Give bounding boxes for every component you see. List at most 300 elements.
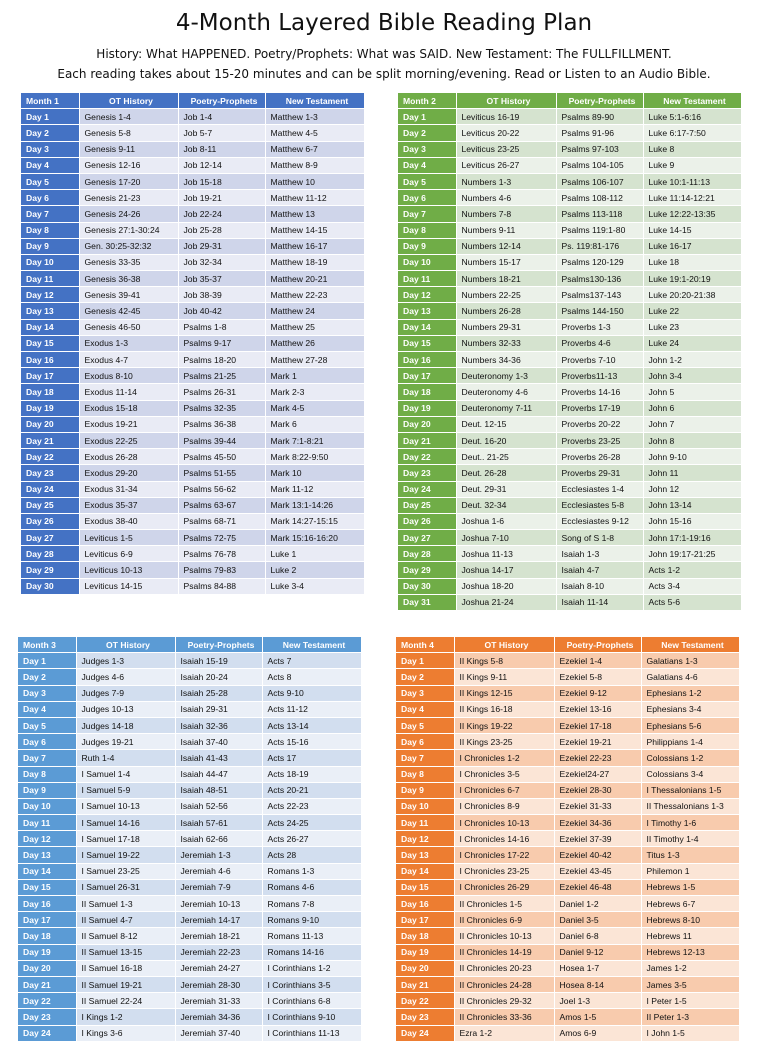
ot-history-cell: Deuteronomy 7-11 — [456, 400, 556, 416]
month-2-table — [398, 93, 742, 611]
table-row — [398, 141, 741, 157]
poetry-prophets-cell: Jeremiah 1-3 — [175, 847, 262, 863]
poetry-prophets-cell: Isaiah 32-36 — [175, 717, 262, 733]
new-testament-cell: Acts 15-16 — [262, 734, 361, 750]
table-row — [398, 546, 741, 562]
ot-history-cell: Ezra 1-2 — [454, 1025, 554, 1041]
day-cell: Day 2 — [18, 669, 76, 685]
day-cell: Day 15 — [21, 335, 79, 351]
table-row — [396, 701, 739, 717]
table-row — [398, 497, 741, 513]
ot-history-cell: Deut. 26-28 — [456, 465, 556, 481]
table-row — [396, 653, 739, 669]
day-cell: Day 2 — [396, 669, 454, 685]
table-row — [21, 530, 364, 546]
day-cell: Day 25 — [398, 497, 456, 513]
new-testament-header: New Testament — [265, 93, 364, 109]
day-cell: Day 3 — [398, 141, 456, 157]
poetry-prophets-cell: Song of S 1-8 — [556, 530, 643, 546]
day-cell: Day 15 — [18, 879, 76, 895]
poetry-prophets-cell: Isaiah 57-61 — [175, 815, 262, 831]
ot-history-cell: Numbers 9-11 — [456, 222, 556, 238]
day-cell: Day 17 — [396, 912, 454, 928]
poetry-prophets-cell: Psalms 51-55 — [178, 465, 265, 481]
new-testament-cell: Hebrews 8-10 — [641, 912, 739, 928]
table-row — [18, 815, 361, 831]
ot-history-cell: Genesis 27:1-30:24 — [79, 222, 178, 238]
table-row — [21, 125, 364, 141]
page-title: 4-Month Layered Bible Reading Plan — [175, 10, 593, 36]
poetry-prophets-cell: Jeremiah 18-21 — [175, 928, 262, 944]
poetry-prophets-cell: Psalms130-136 — [556, 271, 643, 287]
poetry-prophets-cell: Isaiah 52-56 — [175, 798, 262, 814]
ot-history-cell: Numbers 26-28 — [456, 303, 556, 319]
new-testament-cell: Luke 11:14-12:21 — [643, 190, 741, 206]
poetry-prophets-cell: Proverbs 26-28 — [556, 449, 643, 465]
new-testament-cell: John 11 — [643, 465, 741, 481]
ot-history-cell: Deuteronomy 4-6 — [456, 384, 556, 400]
day-cell: Day 16 — [18, 896, 76, 912]
day-cell: Day 20 — [21, 416, 79, 432]
day-cell: Day 15 — [398, 335, 456, 351]
poetry-prophets-cell: Psalms 32-35 — [178, 400, 265, 416]
table-row — [398, 303, 741, 319]
new-testament-cell: Philippians 1-4 — [641, 734, 739, 750]
table-row — [21, 319, 364, 335]
poetry-prophets-cell: Psalms 18-20 — [178, 352, 265, 368]
new-testament-cell: Hebrews 1-5 — [641, 879, 739, 895]
table-row — [398, 562, 741, 578]
day-cell: Day 13 — [398, 303, 456, 319]
ot-history-cell: I Kings 1-2 — [76, 1009, 175, 1025]
poetry-prophets-cell: Psalms 144-150 — [556, 303, 643, 319]
poetry-prophets-cell: Isaiah 1-3 — [556, 546, 643, 562]
table-row — [396, 1009, 739, 1025]
day-cell: Day 7 — [396, 750, 454, 766]
poetry-prophets-cell: Psalms 113-118 — [556, 206, 643, 222]
new-testament-cell: Matthew 1-3 — [265, 109, 364, 125]
day-cell: Day 19 — [398, 400, 456, 416]
ot-history-cell: Numbers 15-17 — [456, 254, 556, 270]
table-row — [21, 287, 364, 303]
new-testament-cell: Matthew 8-9 — [265, 157, 364, 173]
table-row — [18, 782, 361, 798]
day-cell: Day 5 — [21, 173, 79, 189]
day-cell: Day 16 — [396, 896, 454, 912]
new-testament-cell: Romans 11-13 — [262, 928, 361, 944]
poetry-prophets-cell: Ecclesiastes 9-12 — [556, 513, 643, 529]
poetry-prophets-cell: Psalms 21-25 — [178, 368, 265, 384]
ot-history-cell: Genesis 5-8 — [79, 125, 178, 141]
day-cell: Day 1 — [396, 653, 454, 669]
day-cell: Day 24 — [18, 1025, 76, 1041]
new-testament-cell: Acts 22-23 — [262, 798, 361, 814]
poetry-prophets-cell: Job 35-37 — [178, 271, 265, 287]
ot-history-cell: Judges 19-21 — [76, 734, 175, 750]
ot-history-cell: Exodus 35-37 — [79, 497, 178, 513]
table-row — [398, 238, 741, 254]
day-cell: Day 13 — [18, 847, 76, 863]
poetry-prophets-cell: Proverbs 29-31 — [556, 465, 643, 481]
poetry-prophets-cell: Isaiah 48-51 — [175, 782, 262, 798]
ot-history-cell: Judges 7-9 — [76, 685, 175, 701]
poetry-prophets-cell: Psalms 119:1-80 — [556, 222, 643, 238]
new-testament-cell: Acts 3-4 — [643, 578, 741, 594]
ot-history-cell: Leviticus 10-13 — [79, 562, 178, 578]
new-testament-cell: Matthew 25 — [265, 319, 364, 335]
day-cell: Day 23 — [18, 1009, 76, 1025]
ot-history-header: OT History — [454, 637, 554, 653]
table-row — [396, 782, 739, 798]
ot-history-cell: Joshua 14-17 — [456, 562, 556, 578]
poetry-prophets-cell: Psalms 108-112 — [556, 190, 643, 206]
new-testament-cell: Matthew 14-15 — [265, 222, 364, 238]
day-cell: Day 28 — [21, 546, 79, 562]
poetry-prophets-cell: Ezekiel 17-18 — [554, 717, 641, 733]
day-cell: Day 2 — [21, 125, 79, 141]
poetry-prophets-cell: Ezekiel 13-16 — [554, 701, 641, 717]
new-testament-cell: Matthew 10 — [265, 173, 364, 189]
poetry-prophets-cell: Psalms 104-105 — [556, 157, 643, 173]
day-cell: Day 24 — [21, 481, 79, 497]
day-cell: Day 17 — [398, 368, 456, 384]
month-3-table — [18, 637, 362, 1042]
table-row — [396, 766, 739, 782]
poetry-prophets-cell: Job 5-7 — [178, 125, 265, 141]
new-testament-cell: Ephesians 1-2 — [641, 685, 739, 701]
ot-history-cell: II Samuel 8-12 — [76, 928, 175, 944]
new-testament-cell: Philemon 1 — [641, 863, 739, 879]
ot-history-cell: II Kings 23-25 — [454, 734, 554, 750]
poetry-prophets-cell: Proverbs11-13 — [556, 368, 643, 384]
table-row — [18, 863, 361, 879]
day-cell: Day 1 — [398, 109, 456, 125]
day-cell: Day 13 — [21, 303, 79, 319]
day-cell: Day 4 — [398, 157, 456, 173]
ot-history-cell: I Chronicles 26-29 — [454, 879, 554, 895]
new-testament-cell: Acts 20-21 — [262, 782, 361, 798]
table-row — [21, 497, 364, 513]
ot-history-cell: Deut. 29-31 — [456, 481, 556, 497]
new-testament-cell: Hebrews 11 — [641, 928, 739, 944]
poetry-prophets-cell: Jeremiah 10-13 — [175, 896, 262, 912]
table-row — [396, 928, 739, 944]
new-testament-cell: Matthew 27-28 — [265, 352, 364, 368]
new-testament-cell: Luke 20:20-21:38 — [643, 287, 741, 303]
day-cell: Day 26 — [398, 513, 456, 529]
ot-history-cell: Joshua 11-13 — [456, 546, 556, 562]
poetry-prophets-cell: Jeremiah 31-33 — [175, 993, 262, 1009]
poetry-prophets-cell: Job 22-24 — [178, 206, 265, 222]
month-header: Month 2 — [398, 93, 456, 109]
month-4-table — [396, 637, 740, 1042]
day-cell: Day 12 — [18, 831, 76, 847]
new-testament-header: New Testament — [262, 637, 361, 653]
poetry-prophets-cell: Hosea 8-14 — [554, 976, 641, 992]
poetry-prophets-cell: Proverbs 14-16 — [556, 384, 643, 400]
day-cell: Day 21 — [18, 976, 76, 992]
new-testament-cell: Acts 1-2 — [643, 562, 741, 578]
new-testament-cell: Galatians 1-3 — [641, 653, 739, 669]
poetry-prophets-cell: Job 32-34 — [178, 254, 265, 270]
table-row — [398, 513, 741, 529]
subtitle-line-2: Each reading takes about 15-20 minutes and can be split morning/evening. Read or Listen to an Audio Bible. — [57, 67, 711, 81]
day-cell: Day 5 — [398, 173, 456, 189]
ot-history-cell: Exodus 8-10 — [79, 368, 178, 384]
day-cell: Day 21 — [396, 976, 454, 992]
table-row — [21, 335, 364, 351]
poetry-prophets-cell: Daniel 1-2 — [554, 896, 641, 912]
poetry-prophets-cell: Psalms 68-71 — [178, 513, 265, 529]
day-cell: Day 30 — [398, 578, 456, 594]
poetry-prophets-header: Poetry-Prophets — [556, 93, 643, 109]
ot-history-cell: I Chronicles 1-2 — [454, 750, 554, 766]
poetry-prophets-cell: Psalms 79-83 — [178, 562, 265, 578]
poetry-prophets-cell: Isaiah 15-19 — [175, 653, 262, 669]
day-cell: Day 19 — [21, 400, 79, 416]
ot-history-cell: II Kings 5-8 — [454, 653, 554, 669]
ot-history-cell: Numbers 22-25 — [456, 287, 556, 303]
ot-history-cell: Joshua 7-10 — [456, 530, 556, 546]
month-header: Month 4 — [396, 637, 454, 653]
new-testament-cell: Matthew 6-7 — [265, 141, 364, 157]
table-row — [18, 912, 361, 928]
day-cell: Day 7 — [21, 206, 79, 222]
table-row — [21, 368, 364, 384]
day-cell: Day 11 — [21, 271, 79, 287]
new-testament-cell: Acts 13-14 — [262, 717, 361, 733]
day-cell: Day 3 — [396, 685, 454, 701]
new-testament-cell: James 1-2 — [641, 960, 739, 976]
day-cell: Day 1 — [21, 109, 79, 125]
poetry-prophets-cell: Jeremiah 4-6 — [175, 863, 262, 879]
new-testament-cell: John 15-16 — [643, 513, 741, 529]
ot-history-cell: Joshua 21-24 — [456, 594, 556, 610]
table-row — [396, 685, 739, 701]
poetry-prophets-cell: Ecclesiastes 1-4 — [556, 481, 643, 497]
new-testament-cell: Mark 11-12 — [265, 481, 364, 497]
ot-history-cell: I Samuel 1-4 — [76, 766, 175, 782]
new-testament-cell: Acts 11-12 — [262, 701, 361, 717]
ot-history-cell: I Samuel 17-18 — [76, 831, 175, 847]
ot-history-cell: Gen. 30:25-32:32 — [79, 238, 178, 254]
poetry-prophets-cell: Psalms 89-90 — [556, 109, 643, 125]
table-row — [18, 717, 361, 733]
new-testament-cell: Matthew 22-23 — [265, 287, 364, 303]
ot-history-cell: Joshua 18-20 — [456, 578, 556, 594]
poetry-prophets-cell: Isaiah 20-24 — [175, 669, 262, 685]
day-cell: Day 18 — [398, 384, 456, 400]
day-cell: Day 22 — [21, 449, 79, 465]
table-row — [398, 173, 741, 189]
day-cell: Day 8 — [18, 766, 76, 782]
poetry-prophets-cell: Job 25-28 — [178, 222, 265, 238]
ot-history-cell: II Chronicles 6-9 — [454, 912, 554, 928]
day-cell: Day 10 — [21, 254, 79, 270]
poetry-prophets-cell: Job 38-39 — [178, 287, 265, 303]
day-cell: Day 28 — [398, 546, 456, 562]
ot-history-cell: II Chronicles 20-23 — [454, 960, 554, 976]
ot-history-cell: I Chronicles 8-9 — [454, 798, 554, 814]
ot-history-cell: Genesis 12-16 — [79, 157, 178, 173]
table-row — [21, 190, 364, 206]
ot-history-cell: I Samuel 26-31 — [76, 879, 175, 895]
ot-history-cell: I Chronicles 23-25 — [454, 863, 554, 879]
new-testament-cell: Mark 7:1-8:21 — [265, 432, 364, 448]
new-testament-cell: Mark 2-3 — [265, 384, 364, 400]
poetry-prophets-cell: Proverbs 7-10 — [556, 352, 643, 368]
ot-history-cell: Deuteronomy 1-3 — [456, 368, 556, 384]
poetry-prophets-cell: Job 15-18 — [178, 173, 265, 189]
table-row — [21, 352, 364, 368]
new-testament-cell: Mark 8:22-9:50 — [265, 449, 364, 465]
new-testament-cell: Matthew 16-17 — [265, 238, 364, 254]
table-row — [398, 287, 741, 303]
day-cell: Day 10 — [396, 798, 454, 814]
day-cell: Day 17 — [21, 368, 79, 384]
day-cell: Day 12 — [396, 831, 454, 847]
month-header: Month 1 — [21, 93, 79, 109]
day-cell: Day 11 — [18, 815, 76, 831]
new-testament-cell: II Thessalonians 1-3 — [641, 798, 739, 814]
day-cell: Day 29 — [398, 562, 456, 578]
new-testament-cell: I John 1-5 — [641, 1025, 739, 1041]
ot-history-cell: I Samuel 23-25 — [76, 863, 175, 879]
day-cell: Day 10 — [398, 254, 456, 270]
table-row — [396, 815, 739, 831]
poetry-prophets-cell: Job 29-31 — [178, 238, 265, 254]
new-testament-cell: John 6 — [643, 400, 741, 416]
new-testament-cell: Luke 22 — [643, 303, 741, 319]
new-testament-cell: I Corinthians 1-2 — [262, 960, 361, 976]
poetry-prophets-cell: Isaiah 4-7 — [556, 562, 643, 578]
new-testament-cell: John 3-4 — [643, 368, 741, 384]
day-cell: Day 18 — [18, 928, 76, 944]
ot-history-cell: I Samuel 5-9 — [76, 782, 175, 798]
new-testament-cell: Colossians 3-4 — [641, 766, 739, 782]
poetry-prophets-header: Poetry-Prophets — [554, 637, 641, 653]
table-row — [18, 1025, 361, 1041]
new-testament-cell: Acts 9-10 — [262, 685, 361, 701]
poetry-prophets-cell: Daniel 9-12 — [554, 944, 641, 960]
ot-history-cell: I Chronicles 14-16 — [454, 831, 554, 847]
new-testament-cell: I Timothy 1-6 — [641, 815, 739, 831]
ot-history-cell: Judges 4-6 — [76, 669, 175, 685]
table-row — [21, 303, 364, 319]
day-cell: Day 23 — [398, 465, 456, 481]
table-row — [396, 879, 739, 895]
new-testament-cell: Romans 4-6 — [262, 879, 361, 895]
day-cell: Day 6 — [396, 734, 454, 750]
new-testament-cell: Mark 1 — [265, 368, 364, 384]
table-row — [21, 222, 364, 238]
poetry-prophets-cell: Psalms 36-38 — [178, 416, 265, 432]
poetry-prophets-cell: Ezekiel 5-8 — [554, 669, 641, 685]
new-testament-cell: John 5 — [643, 384, 741, 400]
ot-history-cell: II Kings 9-11 — [454, 669, 554, 685]
ot-history-cell: Leviticus 23-25 — [456, 141, 556, 157]
poetry-prophets-cell: Proverbs 20-22 — [556, 416, 643, 432]
ot-history-cell: Genesis 39-41 — [79, 287, 178, 303]
poetry-prophets-cell: Psalms 56-62 — [178, 481, 265, 497]
poetry-prophets-cell: Isaiah 25-28 — [175, 685, 262, 701]
new-testament-cell: I Corinthians 6-8 — [262, 993, 361, 1009]
day-cell: Day 16 — [398, 352, 456, 368]
poetry-prophets-cell: Job 1-4 — [178, 109, 265, 125]
new-testament-cell: Luke 23 — [643, 319, 741, 335]
day-cell: Day 18 — [21, 384, 79, 400]
poetry-prophets-cell: Amos 1-5 — [554, 1009, 641, 1025]
new-testament-cell: Romans 9-10 — [262, 912, 361, 928]
poetry-prophets-cell: Psalms 63-67 — [178, 497, 265, 513]
day-cell: Day 6 — [21, 190, 79, 206]
poetry-prophets-cell: Jeremiah 14-17 — [175, 912, 262, 928]
ot-history-cell: Ruth 1-4 — [76, 750, 175, 766]
new-testament-cell: Ephesians 3-4 — [641, 701, 739, 717]
day-cell: Day 21 — [398, 432, 456, 448]
table-row — [21, 432, 364, 448]
table-row — [18, 1009, 361, 1025]
table-row — [21, 157, 364, 173]
day-cell: Day 9 — [18, 782, 76, 798]
ot-history-cell: Joshua 1-6 — [456, 513, 556, 529]
table-row — [18, 944, 361, 960]
new-testament-cell: I Thessalonians 1-5 — [641, 782, 739, 798]
day-cell: Day 21 — [21, 432, 79, 448]
table-row — [18, 960, 361, 976]
ot-history-cell: Exodus 38-40 — [79, 513, 178, 529]
new-testament-cell: Mark 14:27-15:15 — [265, 513, 364, 529]
day-cell: Day 4 — [21, 157, 79, 173]
poetry-prophets-cell: Jeremiah 34-36 — [175, 1009, 262, 1025]
ot-history-cell: Leviticus 14-15 — [79, 578, 178, 594]
new-testament-cell: I Corinthians 3-5 — [262, 976, 361, 992]
new-testament-cell: II Peter 1-3 — [641, 1009, 739, 1025]
table-row — [396, 896, 739, 912]
ot-history-cell: I Chronicles 17-22 — [454, 847, 554, 863]
day-cell: Day 20 — [398, 416, 456, 432]
day-cell: Day 18 — [396, 928, 454, 944]
day-cell: Day 5 — [18, 717, 76, 733]
table-row — [18, 976, 361, 992]
poetry-prophets-cell: Ezekiel 1-4 — [554, 653, 641, 669]
ot-history-cell: Numbers 1-3 — [456, 173, 556, 189]
table-row — [21, 238, 364, 254]
ot-history-cell: II Chronicles 29-32 — [454, 993, 554, 1009]
poetry-prophets-header: Poetry-Prophets — [175, 637, 262, 653]
poetry-prophets-cell: Isaiah 29-31 — [175, 701, 262, 717]
new-testament-cell: I Corinthians 9-10 — [262, 1009, 361, 1025]
new-testament-cell: Hebrews 12-13 — [641, 944, 739, 960]
table-row — [21, 465, 364, 481]
poetry-prophets-cell: Isaiah 41-43 — [175, 750, 262, 766]
new-testament-cell: John 7 — [643, 416, 741, 432]
day-cell: Day 5 — [396, 717, 454, 733]
table-row — [398, 465, 741, 481]
new-testament-cell: I Corinthians 11-13 — [262, 1025, 361, 1041]
ot-history-cell: Exodus 19-21 — [79, 416, 178, 432]
new-testament-cell: Luke 1 — [265, 546, 364, 562]
table-row — [396, 863, 739, 879]
new-testament-cell: John 13-14 — [643, 497, 741, 513]
day-cell: Day 8 — [396, 766, 454, 782]
table-row — [398, 319, 741, 335]
poetry-prophets-cell: Ezekiel 46-48 — [554, 879, 641, 895]
new-testament-cell: Acts 17 — [262, 750, 361, 766]
table-row — [396, 717, 739, 733]
table-row — [18, 750, 361, 766]
table-row — [396, 976, 739, 992]
